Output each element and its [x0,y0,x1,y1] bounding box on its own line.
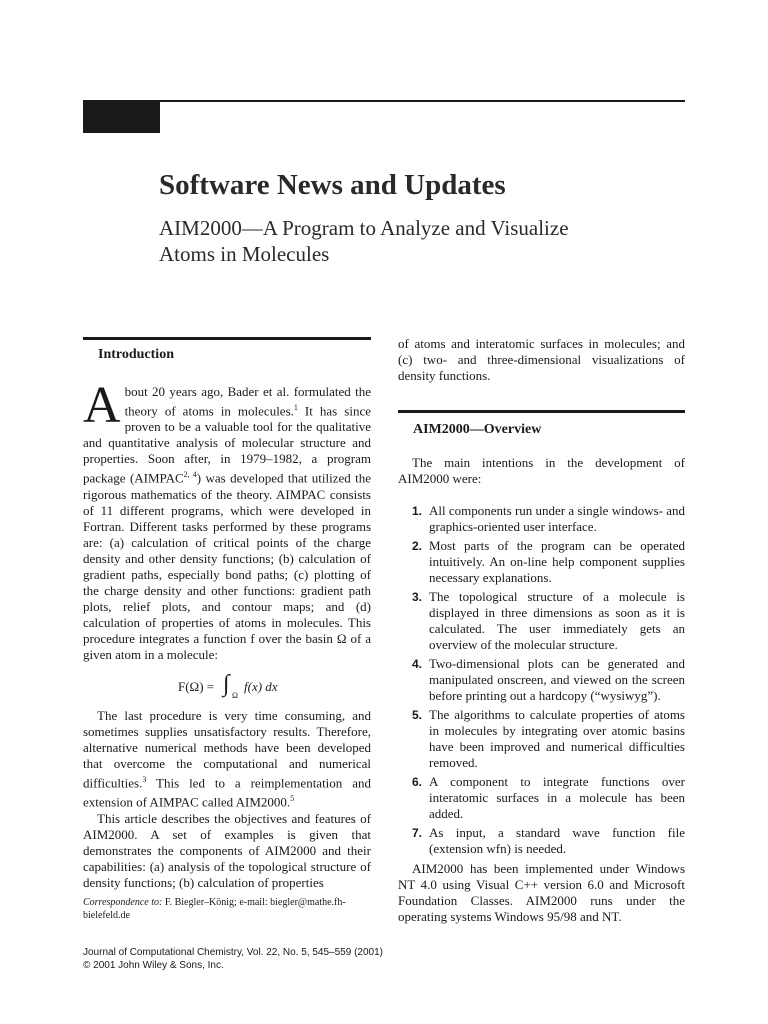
journal-footer [83,946,383,972]
drop-cap: A [83,377,121,434]
introduction-heading: Introduction [98,347,174,362]
list-text: The topological structure of a molecule is displayed in three dimensions as soon as it is calculated. The user immediately gets an overview of the molecular structure. [429,589,685,652]
formula-lhs: F(Ω) = [178,679,215,694]
correspondence-note [83,896,371,922]
list-item [398,589,685,653]
overview-closing [398,861,685,925]
formula-rhs: f(x) dx [244,679,278,694]
integral-subscript: Ω [232,691,238,700]
intro-text-c: ) was developed that utilized the rigorous mathematics of the theory. AIMPAC consists of 11 different programs, which were developed in Fortran. Different tasks performed by these programs are: (a) calculation of critical points of the charge density and other density functions; (b) calculation of gradient paths, especially bond paths; (c) plotting of the charge density and other functions: gradient path plots, relief plots, and contour maps; and (d) calculation of properties of atoms in molecules. This procedure integrates a function f over the basin Ω of a given atom in a molecule: [83,470,371,662]
list-item [398,538,685,586]
list-item [398,503,685,535]
list-text: All components run under a single windows- and graphics-oriented user interface. [429,503,685,534]
intro-p3-text: This article describes the objectives and features of AIM2000. A set of examples is given that demonstrates the components of AIM2000 and their capabilities: (a) analysis of the topological structure of density functions; (b) calculation of properties [83,810,371,890]
list-number: 5. [412,708,423,722]
intro-text-b: It has since proven to be a valuable tool for the qualitative and quantitative analysis of molecular structure and properties. Soon after, in 1979–1982, a program package (AIMPAC [83,403,371,486]
right-column-continuation [398,336,685,384]
list-item [398,825,685,857]
journal-citation: Journal of Computational Chemistry, Vol. 22, No. 5, 545–559 (2001) [83,947,383,958]
list-item [398,774,685,822]
list-text: Most parts of the program can be operated intuitively. An on-line help component supplies necessary explanations. [429,538,685,585]
section-tab-block [83,100,160,133]
article-title-line1: AIM2000—A Program to Analyze and Visualize [159,216,569,240]
correspondence-text: F. Biegler–König; e-mail: biegler@mathe.fh-bielefeld.de [83,897,346,921]
list-text: Two-dimensional plots can be generated and manipulated onscreen, and viewed on the screen before printing out a hardcopy (“wysiwyg”). [429,656,685,703]
intro-text-a: bout 20 years ago, Bader et al. formulated the theory of atoms in molecules. [124,384,371,419]
reference-1: 1 [293,403,298,412]
list-text: A component to integrate functions over interatomic surfaces in a molecule has been added. [429,774,685,821]
article-title-line2: Atoms in Molecules [159,242,330,266]
overview-heading: AIM2000—Overview [413,422,542,437]
overview-intro [398,455,685,487]
left-column-rule [83,337,371,340]
reference-3: 3 [142,775,147,784]
list-item [398,707,685,771]
introduction-paragraph-1 [83,377,371,663]
overview-closing-text: AIM2000 has been implemented under Windows NT 4.0 using Visual C++ version 6.0 and Microsoft Foundation Classes. AIM2000 runs under the operating systems Windows 95/98 and NT. [398,861,685,924]
list-text: As input, a standard wave function file (extension wfn) is needed. [429,825,685,856]
reference-5: 5 [290,794,295,804]
overview-intro-text: The main intentions in the development of AIM2000 were: [398,455,685,486]
continuation-text: of atoms and interatomic surfaces in molecules; and (c) two- and three-dimensional visualizations of density functions. [398,336,685,383]
overview-list [398,503,685,860]
article-title [159,215,639,267]
integral-sign: ∫ [223,671,230,697]
intro-p2-cont: This led to a reimplementation and extension of AIMPAC called AIM2000. [83,775,371,810]
copyright-line: © 2001 John Wiley & Sons, Inc. [83,960,224,971]
intro-p2-text: The last procedure is very time consuming, and sometimes supplies unsatisfactory results. Therefore, alternative numerical methods have been developed that overcome the computational and numerical difficulties. [83,708,371,791]
list-item [398,656,685,704]
right-column-rule [398,410,685,413]
list-number: 2. [412,539,423,553]
list-number: 6. [412,775,423,789]
list-number: 1. [412,504,423,518]
list-number: 4. [412,657,423,671]
list-text: The algorithms to calculate properties of atoms in molecules by integrating over atomic basins have been improved and numerical difficulties removed. [429,707,685,770]
list-number: 7. [412,826,423,840]
reference-2-4: 2, 4 [183,470,197,480]
top-rule [83,100,685,102]
list-number: 3. [412,590,423,604]
section-title: Software News and Updates [159,169,506,201]
introduction-paragraph-2 [83,708,371,891]
correspondence-label: Correspondence to: [83,897,163,908]
